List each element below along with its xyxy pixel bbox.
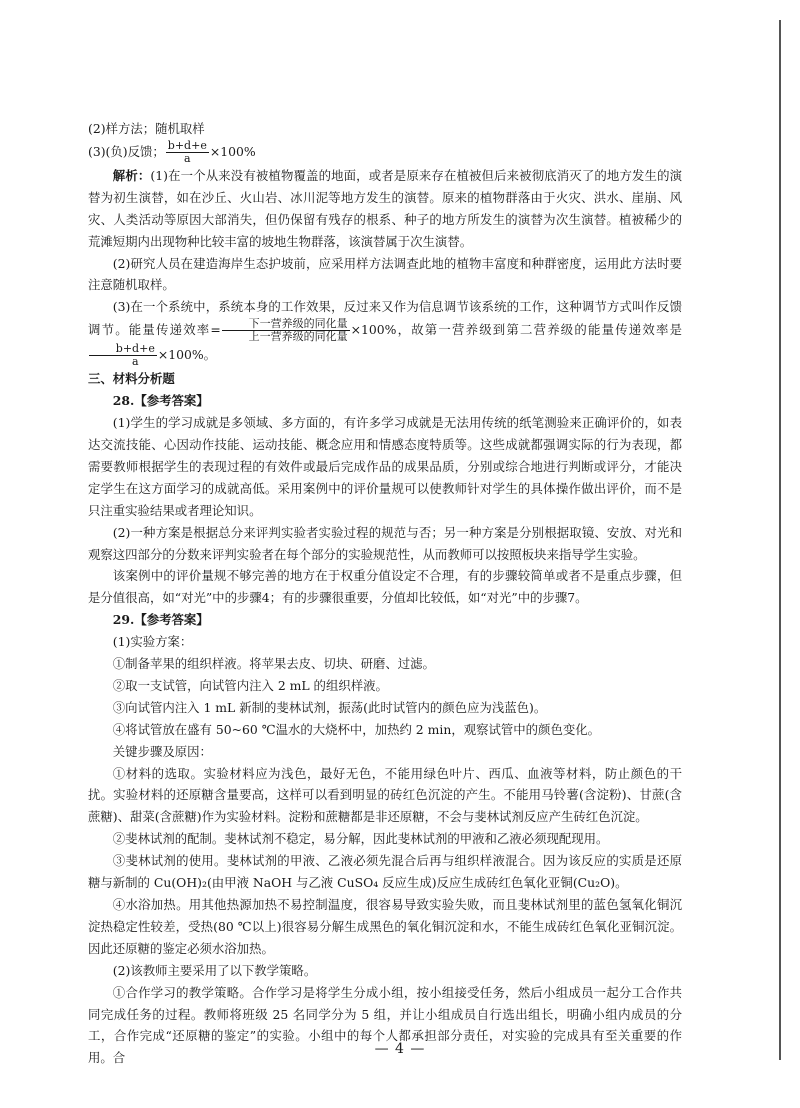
analysis-3-text-a: (3)在一个系统中，系统本身的工作效果，反过来又作为信息调节该系统的工作，这种调节方式叫作反馈调节。能量传递效率= [88,299,682,338]
q28-heading: 28.【参考答案】 [112,393,209,409]
q29-key-3: ③斐林试剂的使用。斐林试剂的甲液、乙液必须先混合后再与组织样液混合。因为该反应的实质是还原糖与新制的 Cu(OH)₂(由甲液 NaOH 与乙液 CuSO₄ 反应生成)反应生成砖红色氧化亚铜(Cu₂O)。 [88,853,682,891]
fraction-denominator: 上一营养级的同化量 [248,330,348,344]
transfer-efficiency-fraction [89,343,157,368]
q29-step-1: ①制备苹果的组织样液。将苹果去皮、切块、研磨、过滤。 [112,656,435,672]
q28-part2: (2)一种方案是根据总分来评判实验者实验过程的规范与否；另一种方案是分别根据取镜、安放、对光和观察这四部分的分数来评判实验者在每个部分的实验规范性，从而教师可以按照板块来指导学生实验。 [88,524,682,562]
q29-key-1: ①材料的选取。实验材料应为浅色，最好无色，不能用绿色叶片、西瓜、血液等材料，防止颜色的干扰。实验材料的还原糖含量要高，这样可以看到明显的砖红色沉淀的产生。不能用马铃薯(含淀粉)、甘蔗(含蔗糖)、甜菜(含蔗糖)作为实验材料。淀粉和蔗糖都是非还原糖，不会与斐林试剂反应产生砖红色沉淀。 [88,765,682,825]
q27-analysis-2: (2)研究人员在建造海岸生态护坡前，应采用样方法调查此地的植物丰富度和种群密度，运用此方法时要注意随机取样。 [88,255,682,293]
energy-efficiency-fraction [222,318,350,343]
scan-edge-line [779,20,781,1060]
q27-analysis-1 [88,165,682,253]
q29-step-4: ④将试管放在盛有 50~60 ℃温水的大烧杯中，加热约 2 min，观察试管中的颜色变化。 [112,721,601,737]
q27-part3-answer [88,140,682,165]
q28-part3: 该案例中的评价量规不够完善的地方在于权重分值设定不合理，有的步骤较简单或者不是重点步骤，但是分值很高，如“对光”中的步骤4；有的步骤很重要，分值却比较低，如“对光”中的步骤7。 [88,568,682,606]
q29-key-2: ②斐林试剂的配制。斐林试剂不稳定，易分解，因此斐林试剂的甲液和乙液必须现配现用。 [112,831,609,847]
q27-part3-fraction [166,140,209,165]
fraction-numerator: b+d+e [89,343,157,356]
fraction-denominator: a [184,151,191,165]
q27-part3-suffix: ×100% [209,143,256,159]
q27-part2-answer: (2)样方法；随机取样 [88,121,205,136]
fraction-numerator: 下一营养级的同化量 [222,318,350,331]
q29-key-steps-title: 关键步骤及原因： [112,743,212,759]
section-3-title: 三、材料分析题 [88,371,175,387]
analysis-3-text-c: ×100%。 [157,347,217,363]
analysis-1-text: (1)在一个从来没有被植物覆盖的地面，或者是原来存在植被但后来被彻底消灭了的地方发生的演替为初生演替，如在沙丘、火山岩、冰川泥等地方发生的演替。原来的植物群落由于火灾、洪水、崖崩、风灾、人类活动等原因大部消失，但仍保留有残存的根系、种子的地方所发生的演替为次生演替。植被稀少的荒滩短期内出现物种比较丰富的坡地生物群落，该演替属于次生演替。 [88,167,683,249]
q29-key-4: ④水浴加热。用其他热源加热不易控制温度，很容易导致实验失败，而且斐林试剂里的蓝色氢氧化铜沉淀热稳定性较差，受热(80 ℃以上)很容易分解生成黑色的氧化铜沉淀和水，不能生成砖红色氧化亚铜沉淀。因此还原糖的鉴定必须水浴加热。 [88,897,682,956]
fraction-denominator: a [132,355,139,369]
page-number: — 4 — [374,1041,426,1057]
q29-part1: (1)实验方案： [112,634,193,650]
q27-part3-prefix: (3)(负)反馈； [88,143,165,159]
answer-text-body [88,118,682,1069]
fraction-numerator: b+d+e [167,138,207,152]
analysis-3-text-b: ×100%，故第一营养级到第二营养级的能量传递效率是 [350,322,682,338]
q28-part1: (1)学生的学习成就是多领域、多方面的，有许多学习成就是无法用传统的纸笔测验来正确评价的，如表达交流技能、心因动作技能、运动技能、概念应用和情感态度特质等。这些成就都强调实际的行为表现，都需要教师根据学生的表现过程的有效件或最后完成作品的成果品质，分别或综合地进行判断或评分，才能决定学生在这方面学习的成就高低。采用案例中的评价量规可以使教师针对学生的具体操作做出评价，而不是只注重实验结果或者理论知识。 [88,415,682,518]
q29-heading: 29.【参考答案】 [112,612,209,628]
q27-analysis-3 [88,296,682,368]
analysis-label: 解析： [112,167,151,183]
q29-part2: (2)该教师主要采用了以下教学策略。 [112,962,317,978]
q29-step-2: ②取一支试管，向试管内注入 2 mL 的组织样液。 [112,677,388,693]
q29-strategy-1: ①合作学习的教学策略。合作学习是将学生分成小组，按小组接受任务，然后小组成员一起分工合作共同完成任务的过程。教师将班级 25 名同学分为 5 组，并让小组成员自行选出组长，明确小组内成员的分工，合作完成“还原糖的鉴定”的实验。小组中的每个人都承担部分责任，对实验的完成具有至关重要的作用。合 [88,984,682,1066]
q29-step-3: ③向试管内注入 1 mL 新制的斐林试剂，振荡(此时试管内的颜色应为浅蓝色)。 [112,699,547,715]
